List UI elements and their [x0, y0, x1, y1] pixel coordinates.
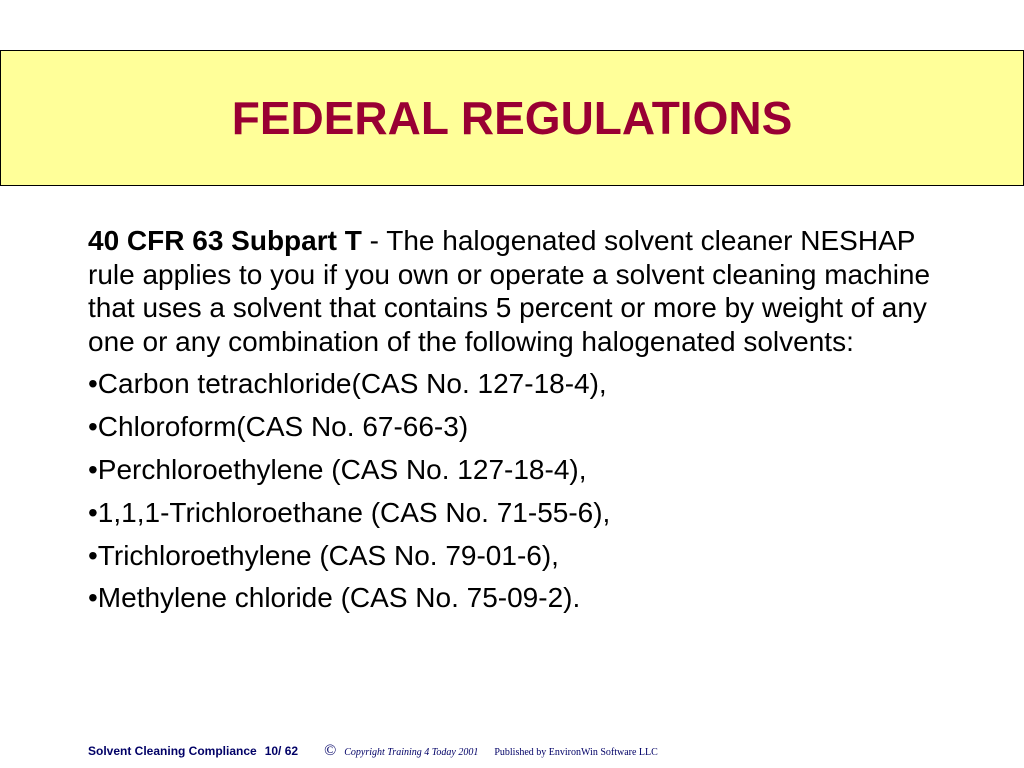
intro-paragraph — [88, 224, 938, 358]
list-item: •Trichloroethylene (CAS No. 79-01-6), — [88, 539, 559, 571]
footer-course-title: Solvent Cleaning Compliance — [88, 744, 257, 758]
list-item: •Chloroform(CAS No. 67-66-3) — [88, 410, 469, 442]
slide-body — [88, 224, 938, 624]
footer — [88, 742, 658, 758]
footer-publisher: Published by EnvironWin Software LLC — [494, 747, 658, 758]
list-item: •Perchloroethylene (CAS No. 127-18-4), — [88, 453, 587, 485]
solvent-list — [88, 367, 938, 615]
list-item: •Methylene chloride (CAS No. 75-09-2). — [88, 582, 581, 614]
intro-text: - The halogenated solvent cleaner NESHAP rule applies to you if you own or operate a solvent cleaning machine that uses a solvent that contains 5 percent or more by weight of any one or any combination of the following halogenated solvents: — [88, 225, 931, 357]
copyright-icon: © — [324, 742, 337, 759]
slide-title: FEDERAL REGULATIONS — [231, 92, 793, 144]
regulation-citation: 40 CFR 63 Subpart T — [88, 225, 362, 256]
title-box — [0, 50, 1024, 186]
footer-page-number: 10/ 62 — [264, 744, 299, 758]
list-item: •1,1,1-Trichloroethane (CAS No. 71-55-6), — [88, 496, 611, 528]
list-item: •Carbon tetrachloride(CAS No. 127-18-4), — [88, 368, 607, 399]
footer-copyright: Copyright Training 4 Today 2001 — [344, 747, 479, 758]
